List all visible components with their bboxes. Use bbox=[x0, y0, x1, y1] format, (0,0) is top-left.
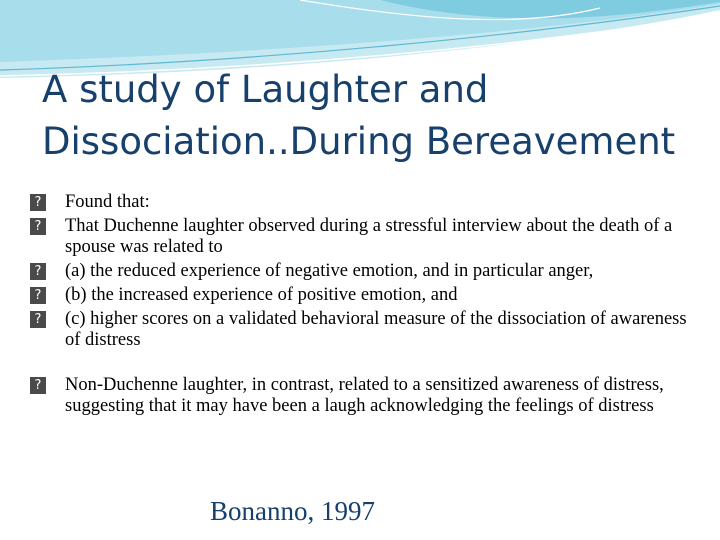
bullet-text: (c) higher scores on a validated behavioral measure of the dissociation of awareness of distress bbox=[65, 309, 687, 350]
bullet-text: (a) the reduced experience of negative emotion, and in particular anger, bbox=[65, 261, 594, 281]
bullet-item bbox=[30, 261, 690, 282]
bullet-text: Non-Duchenne laughter, in contrast, related to a sensitized awareness of distress, suggesting that it may have been a laugh acknowledging the feelings of distress bbox=[65, 375, 664, 416]
bullet-text: Found that: bbox=[65, 192, 150, 212]
bullet-text: (b) the increased experience of positive emotion, and bbox=[65, 285, 458, 305]
bullet-text: That Duchenne laughter observed during a stressful interview about the death of a spouse was related to bbox=[65, 216, 673, 257]
bullet-item bbox=[30, 192, 690, 213]
bullet-marker-icon: ? bbox=[30, 287, 46, 304]
bullet-marker-icon: ? bbox=[30, 311, 46, 328]
bullet-marker-icon: ? bbox=[30, 218, 46, 235]
bullet-item bbox=[30, 285, 690, 306]
bullet-item bbox=[30, 309, 690, 351]
bullet-item bbox=[30, 375, 690, 417]
citation: Bonanno, 1997 bbox=[210, 496, 375, 526]
bullet-marker-icon: ? bbox=[30, 377, 46, 394]
bullet-list bbox=[30, 192, 690, 420]
bullet-marker-icon: ? bbox=[30, 263, 46, 280]
bullet-marker-icon: ? bbox=[30, 194, 46, 211]
bullet-item bbox=[30, 216, 690, 258]
slide-title: A study of Laughter and Dissociation..During Bereavement bbox=[42, 68, 676, 163]
